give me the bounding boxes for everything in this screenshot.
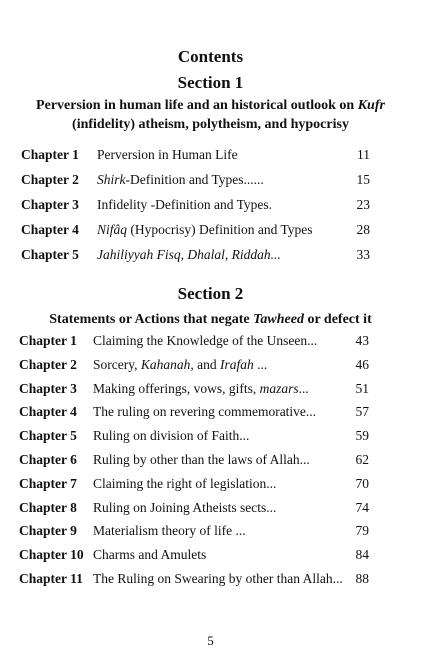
chapter-page-number: 88 <box>355 571 369 586</box>
chapter-page-number: 23 <box>356 197 370 212</box>
chapter-title: Claiming the Knowledge of the Unseen... <box>93 333 318 348</box>
toc-entry <box>0 147 421 167</box>
chapter-title: Nifâq (Hypocrisy) Definition and Types <box>97 222 313 237</box>
chapter-title: Perversion in Human Life <box>97 147 238 162</box>
chapter-label: Chapter 6 <box>19 452 77 467</box>
chapter-title: Claiming the right of legislation... <box>93 475 277 491</box>
chapter-label: Chapter 11 <box>19 571 83 586</box>
chapter-label: Chapter 5 <box>19 428 77 444</box>
toc-entry <box>0 333 421 353</box>
chapter-title: Charms and Amulets <box>93 547 207 563</box>
chapter-page-number: 79 <box>355 523 369 539</box>
page-number: 5 <box>207 633 214 648</box>
chapter-page-number: 59 <box>355 428 369 444</box>
toc-entry <box>0 452 421 472</box>
chapter-page-number: 51 <box>355 380 369 396</box>
toc-entry <box>0 547 421 567</box>
chapter-label: Chapter 1 <box>21 147 79 162</box>
chapter-label: Chapter 5 <box>21 247 79 262</box>
chapter-label: Chapter 2 <box>19 356 77 372</box>
toc-entry <box>0 381 421 401</box>
chapter-title: Materialism theory of life ... <box>93 523 246 539</box>
toc-entry <box>0 357 421 377</box>
chapter-title: The ruling on revering commemorative... <box>93 404 317 420</box>
toc-entry <box>0 222 421 242</box>
chapter-page-number: 46 <box>355 356 369 372</box>
chapter-page-number: 70 <box>355 475 369 491</box>
chapter-title: Ruling by other than the laws of Allah... <box>93 452 310 467</box>
chapter-label: Chapter 10 <box>19 547 84 563</box>
chapter-label: Chapter 2 <box>21 172 79 187</box>
toc-entry <box>0 404 421 424</box>
chapter-title: Jahiliyyah Fisq, Dhalal, Riddah... <box>97 247 281 262</box>
section-1-title: Section 1 <box>177 73 244 92</box>
section-1-subtitle: Perversion in human life and an historical outlook on Kufr (infidelity) atheism, polytheism, and hypocrisy <box>36 98 385 132</box>
chapter-page-number: 57 <box>355 404 369 420</box>
toc-entry <box>0 523 421 543</box>
chapter-page-number: 33 <box>356 247 370 262</box>
toc-entry <box>0 571 421 591</box>
chapter-label: Chapter 4 <box>19 404 77 420</box>
chapter-page-number: 15 <box>356 172 370 187</box>
chapter-title: Shirk-Definition and Types...... <box>97 172 264 187</box>
chapter-title: Making offerings, vows, gifts, mazars... <box>93 380 309 396</box>
chapter-label: Chapter 8 <box>19 499 77 515</box>
chapter-label: Chapter 1 <box>19 333 77 348</box>
chapter-title: Sorcery, Kahanah, and Irafah ... <box>93 356 268 372</box>
chapter-page-number: 62 <box>355 452 369 467</box>
chapter-title: Infidelity -Definition and Types. <box>97 197 273 212</box>
toc-entry <box>0 476 421 496</box>
chapter-label: Chapter 3 <box>21 197 79 212</box>
chapter-label: Chapter 4 <box>21 222 79 237</box>
chapter-title: The Ruling on Swearing by other than Allah... <box>93 571 343 586</box>
chapter-page-number: 11 <box>357 147 370 162</box>
toc-entry <box>0 172 421 192</box>
chapter-title: Ruling on Joining Atheists sects... <box>93 499 277 515</box>
section-2-title: Section 2 <box>177 284 244 303</box>
toc-entry <box>0 428 421 448</box>
toc-entry <box>0 197 421 217</box>
chapter-label: Chapter 7 <box>19 475 77 491</box>
contents-title: Contents <box>177 47 244 66</box>
section-2-subtitle: Statements or Actions that negate Tawheed or defect it <box>49 312 372 327</box>
toc-entry <box>0 500 421 520</box>
chapter-page-number: 28 <box>356 222 370 237</box>
chapter-title: Ruling on division of Faith... <box>93 428 250 444</box>
chapter-label: Chapter 9 <box>19 523 77 539</box>
toc-entry <box>0 247 421 267</box>
chapter-page-number: 74 <box>355 499 369 515</box>
chapter-page-number: 43 <box>355 333 369 348</box>
chapter-page-number: 84 <box>355 547 369 563</box>
chapter-label: Chapter 3 <box>19 380 77 396</box>
